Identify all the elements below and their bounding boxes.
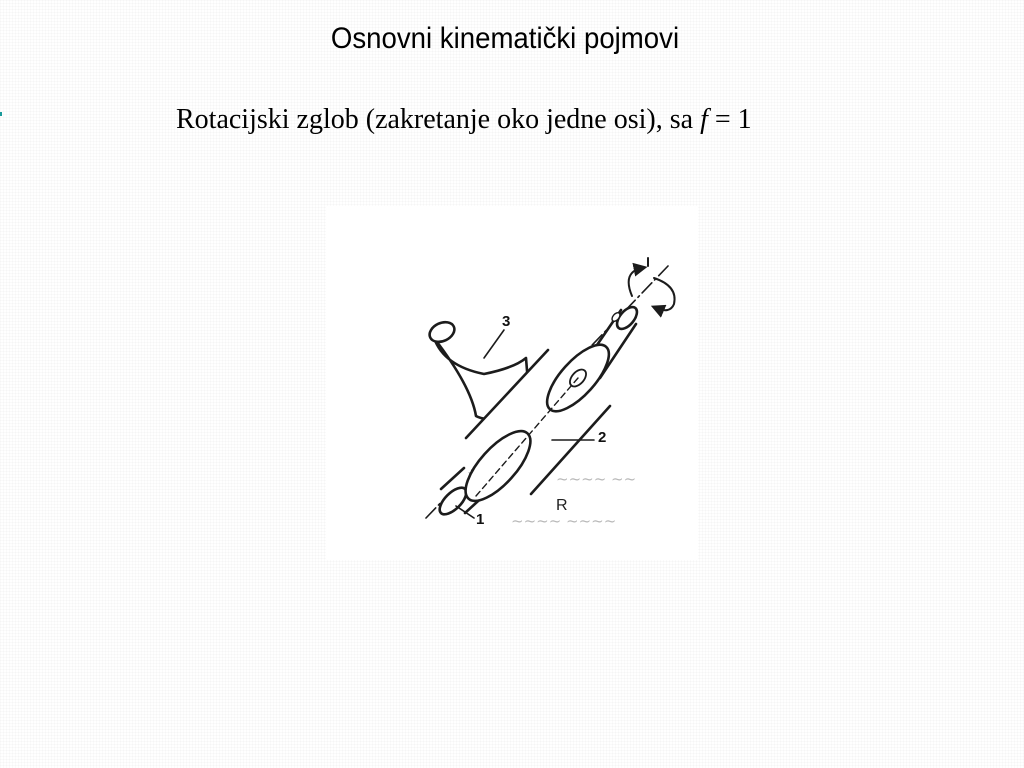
ghost-handwriting: ~~~~ ~~~~ [511, 512, 617, 530]
subtitle-variable: f [700, 104, 708, 135]
label-part-3: 3 [502, 313, 511, 330]
subtitle-text: Rotacijski zglob (zakretanje oko jedne osi), sa [176, 104, 701, 135]
slide-subtitle [176, 104, 752, 136]
ghost-handwriting-2: ~~~~ ~~ [556, 470, 637, 488]
label-part-2: 2 [598, 429, 607, 446]
revolute-joint-diagram [326, 206, 698, 560]
label-joint-type: R [556, 497, 568, 514]
slide-title: Osnovni kinematički pojmovi [330, 22, 680, 55]
revolute-joint-figure [326, 206, 698, 560]
subtitle-value: = 1 [707, 104, 752, 135]
leader-line-3 [484, 330, 504, 358]
slide-marker [0, 112, 2, 116]
label-part-1: 1 [476, 511, 485, 528]
